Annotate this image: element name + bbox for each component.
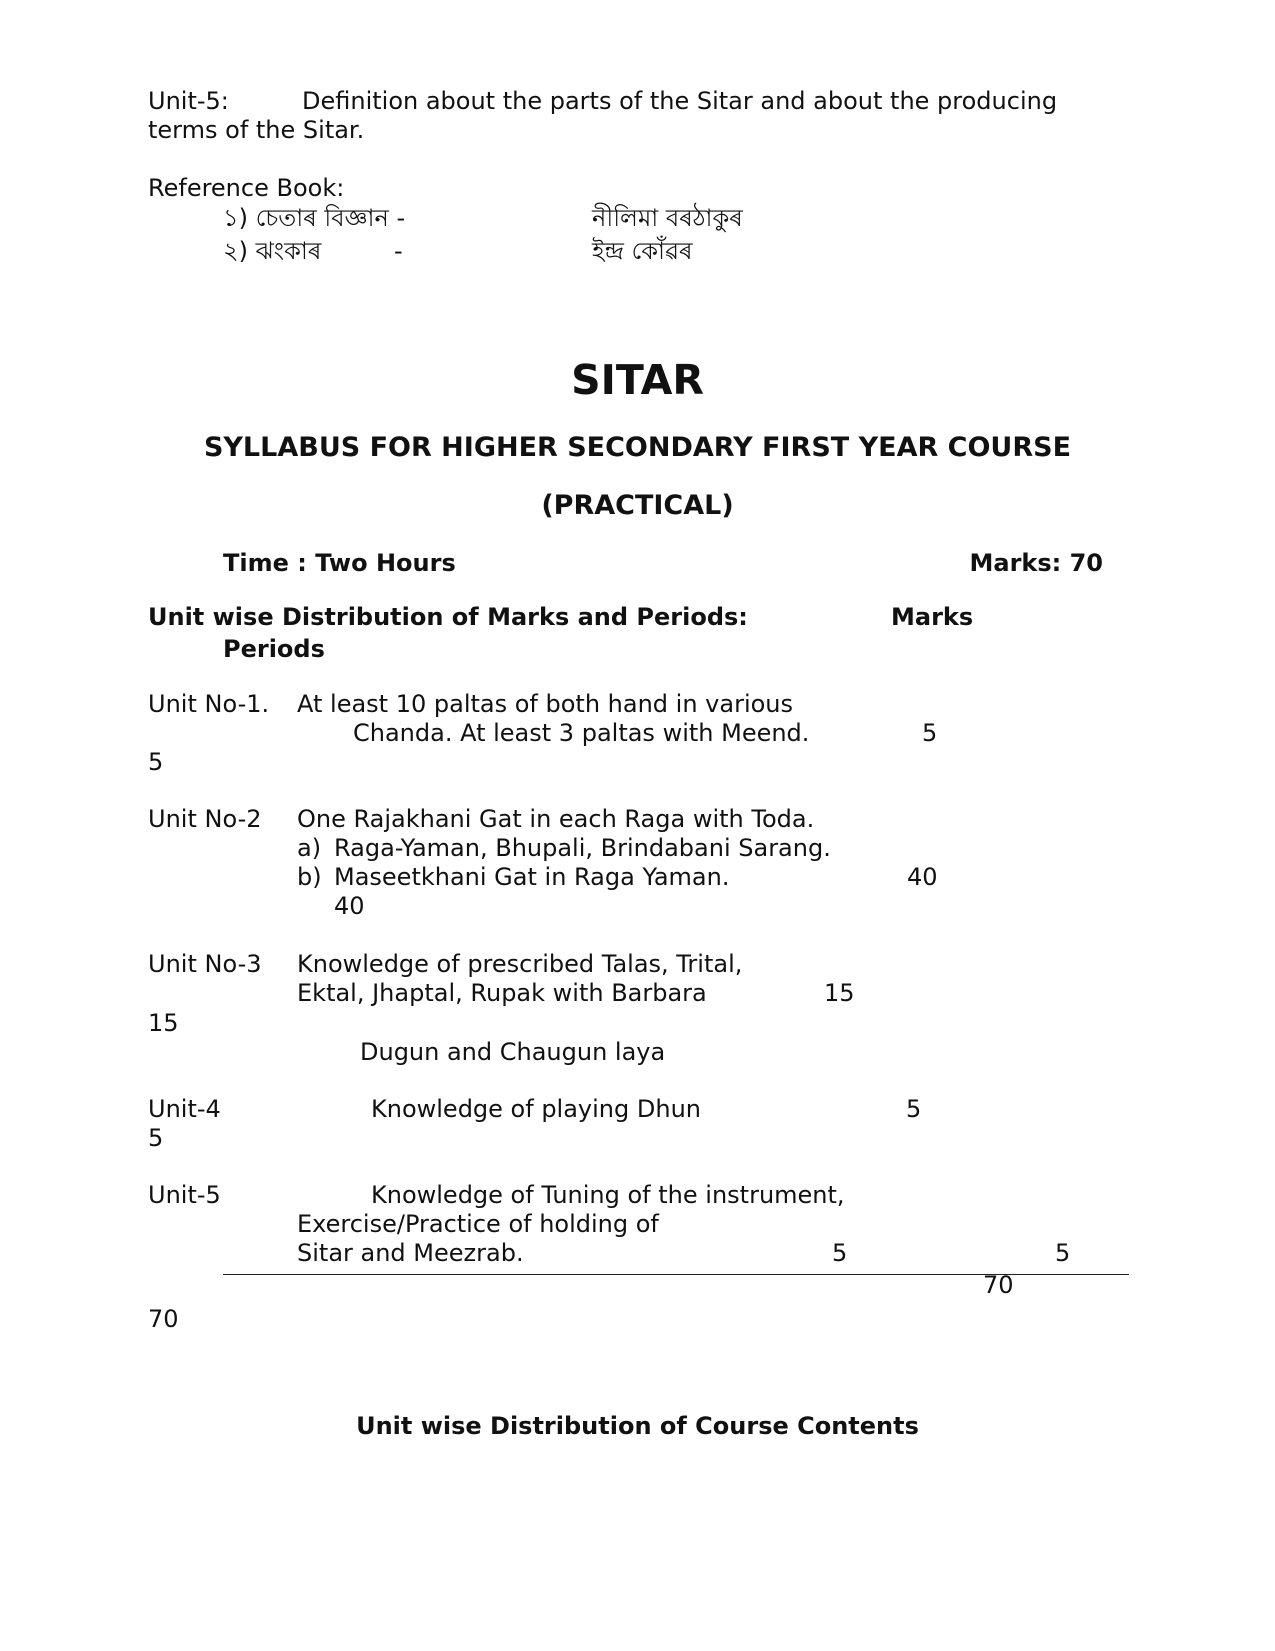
intro-unit5-text-cont: terms of the Sitar. [148,116,365,144]
unit-5-marks: 5 [832,1239,848,1267]
reference-label: Reference Book: [148,174,345,202]
unit-3-marks: 15 [824,979,855,1007]
unit-5-line-3: Sitar and Meezrab. [297,1239,524,1267]
unit-3-label: Unit No-3 [148,950,262,978]
reference-2-title: ২) ঝংকাৰ [223,237,322,265]
reference-1-author: নীলিমা বৰঠাকুৰ [592,204,743,232]
unit-2-item-b-marker: b) [297,863,322,891]
course-contents-heading: Unit wise Distribution of Course Contents [356,1412,919,1440]
unit-1-label: Unit No-1. [148,690,270,718]
total-marks: 70 [983,1271,1014,1299]
unit-4-marks: 5 [906,1095,922,1123]
unit-5-label: Unit-5 [148,1181,221,1209]
reference-2-dash: - [394,237,403,265]
intro-unit5-text: Definition about the parts of the Sitar and about the producing [302,87,1058,115]
unit-1-periods: 5 [148,748,164,776]
unit-2-item-a-text: Raga-Yaman, Bhupali, Brindabani Sarang. [334,834,831,862]
unit-1-marks: 5 [922,719,938,747]
practical-label: (PRACTICAL) [541,490,734,521]
unit-4-periods: 5 [148,1124,164,1152]
unit-2-item-a-marker: a) [297,834,322,862]
unit-5-line-1: Knowledge of Tuning of the instrument, [371,1181,845,1209]
unit-1-line-2: Chanda. At least 3 paltas with Meend. [353,719,810,747]
intro-unit5-label: Unit-5: [148,87,229,115]
time-label: Time : Two Hours [223,549,456,577]
distribution-heading: Unit wise Distribution of Marks and Periods: [148,603,748,631]
unit-2-label: Unit No-2 [148,805,262,833]
unit-5-line-2: Exercise/Practice of holding of [297,1210,659,1238]
unit-2-item-b-text: Maseetkhani Gat in Raga Yaman. [334,863,730,891]
marks-total-label: Marks: 70 [969,549,1103,577]
page-title: SITAR [571,356,704,404]
unit-2-marks: 40 [907,863,938,891]
unit-1-line-1: At least 10 paltas of both hand in various [297,690,794,718]
syllabus-subtitle: SYLLABUS FOR HIGHER SECONDARY FIRST YEAR COURSE [203,432,1072,463]
marks-column-header: Marks [891,603,974,631]
reference-2-author: ইন্দ্ৰ কোঁৱৰ [592,237,693,265]
unit-3-line-3: Dugun and Chaugun laya [360,1038,666,1066]
unit-3-line-2: Ektal, Jhaptal, Rupak with Barbara [297,979,707,1007]
unit-2-periods: 40 [334,892,365,920]
unit-3-periods: 15 [148,1009,179,1037]
unit-3-line-1: Knowledge of prescribed Talas, Trital, [297,950,743,978]
total-periods: 70 [148,1305,179,1333]
unit-4-line-1: Knowledge of playing Dhun [371,1095,701,1123]
unit-4-label: Unit-4 [148,1095,221,1123]
reference-1-title: ১) চেতাৰ বিজ্ঞান - [223,204,406,232]
periods-column-header: Periods [223,635,325,663]
unit-5-periods: 5 [1055,1239,1071,1267]
unit-2-line-1: One Rajakhani Gat in each Raga with Toda. [297,805,815,833]
